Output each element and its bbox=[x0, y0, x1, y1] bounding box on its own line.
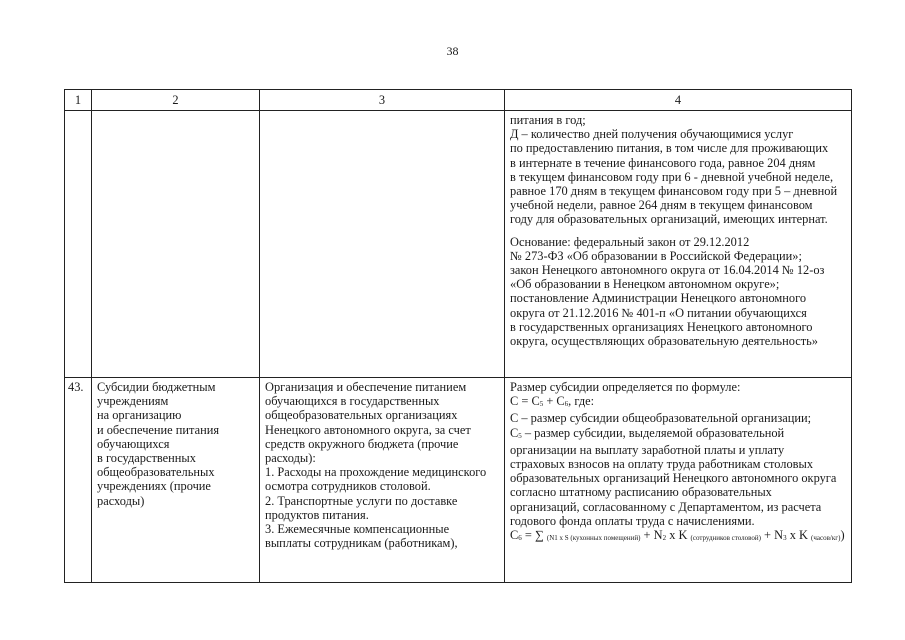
row43-formula-intro: Размер субсидии определяется по формуле: bbox=[510, 380, 741, 394]
row43-col-3 bbox=[260, 378, 505, 583]
header-col-3: 3 bbox=[260, 90, 505, 111]
cont-col-3 bbox=[260, 111, 505, 378]
header-row bbox=[65, 90, 852, 111]
page-number: 38 bbox=[446, 44, 459, 58]
row43-formula-main: $С = С_5 + С_6$, где: bbox=[510, 394, 595, 409]
cont-paragraph-days: питания в год; Д – количество дней получения обучающимися услуг по предоставлению питания, в том числе для проживающих в интернате в течение финансового года, равное 204 дням в текущем финансовом году при 6 - дневной учебной неделе, равное 170 дням в текущем финансовом году при 5 – дневной учебной недели, равное 264 дням в текущем финансовом году для образовательных организаций, имеющих интернат. bbox=[510, 113, 838, 227]
row43-description: Организация и обеспечение питанием обучающихся в государственных общеобразовательных организациях Ненецкого автономного округа, за счет средств окружного бюджета (прочие расходы): 1. Расходы на прохождение медицинского осмотра сотрудников столовой. 2. Транспортные услуги по доставке продуктов питания. 3. Ежемесячные компенсационные выплаты сотрудникам (работникам), bbox=[265, 380, 487, 551]
row43-col-4 bbox=[505, 378, 852, 583]
row43-col-2 bbox=[92, 378, 260, 583]
header-col-1: 1 bbox=[65, 90, 92, 111]
cont-col-4 bbox=[505, 111, 852, 378]
cont-paragraph-basis: Основание: федеральный закон от 29.12.2012 № 273-ФЗ «Об образовании в Российской Федерации»; закон Ненецкого автономного округа от 16.04.2014 № 12-оз «Об образовании в Ненецком автономном округе»; постановление Администрации Ненецкого автономного округа от 21.12.2016 № 401-п «О питании обучающихся в государственных организациях Ненецкого автономного округа, осуществляющих образовательную деятельность» bbox=[510, 234, 825, 349]
cont-col-1 bbox=[65, 111, 92, 378]
header-col-4: 4 bbox=[505, 90, 852, 111]
header-col-2: 2 bbox=[92, 90, 260, 111]
row43-def-c5: $С_5$ – размер субсидии, выделяемой образовательной организации на выплату заработной платы и уплату страховых взносов на оплату труда работникам столовых образовательных организаций Ненецкого автономного округа согласно штатному расписанию образовательных организаций, согласованному с Департаментом, из расчета годового фонда оплаты труда с начислениями. bbox=[510, 425, 837, 528]
data-table bbox=[64, 89, 852, 583]
row43-formula-c6: $С_6$ = ∑ $_{(N1 x S (кухонных помещений)} + N_2$ x K $_{(сотрудников столовой)} + N_3$ x K $_{(часов/кг)}$) bbox=[510, 528, 845, 543]
row43-def-c: С – размер субсидии общеобразовательной организации; bbox=[510, 411, 812, 426]
cont-col-2 bbox=[92, 111, 260, 378]
row43-number: 43. bbox=[65, 378, 92, 583]
table-row-43 bbox=[65, 378, 852, 583]
row43-subsidy-name: Субсидии бюджетным учреждениям на организацию и обеспечение питания обучающихся в государственных общеобразовательных учреждениях (прочие расходы) bbox=[97, 380, 220, 508]
table-row-continuation bbox=[65, 111, 852, 378]
